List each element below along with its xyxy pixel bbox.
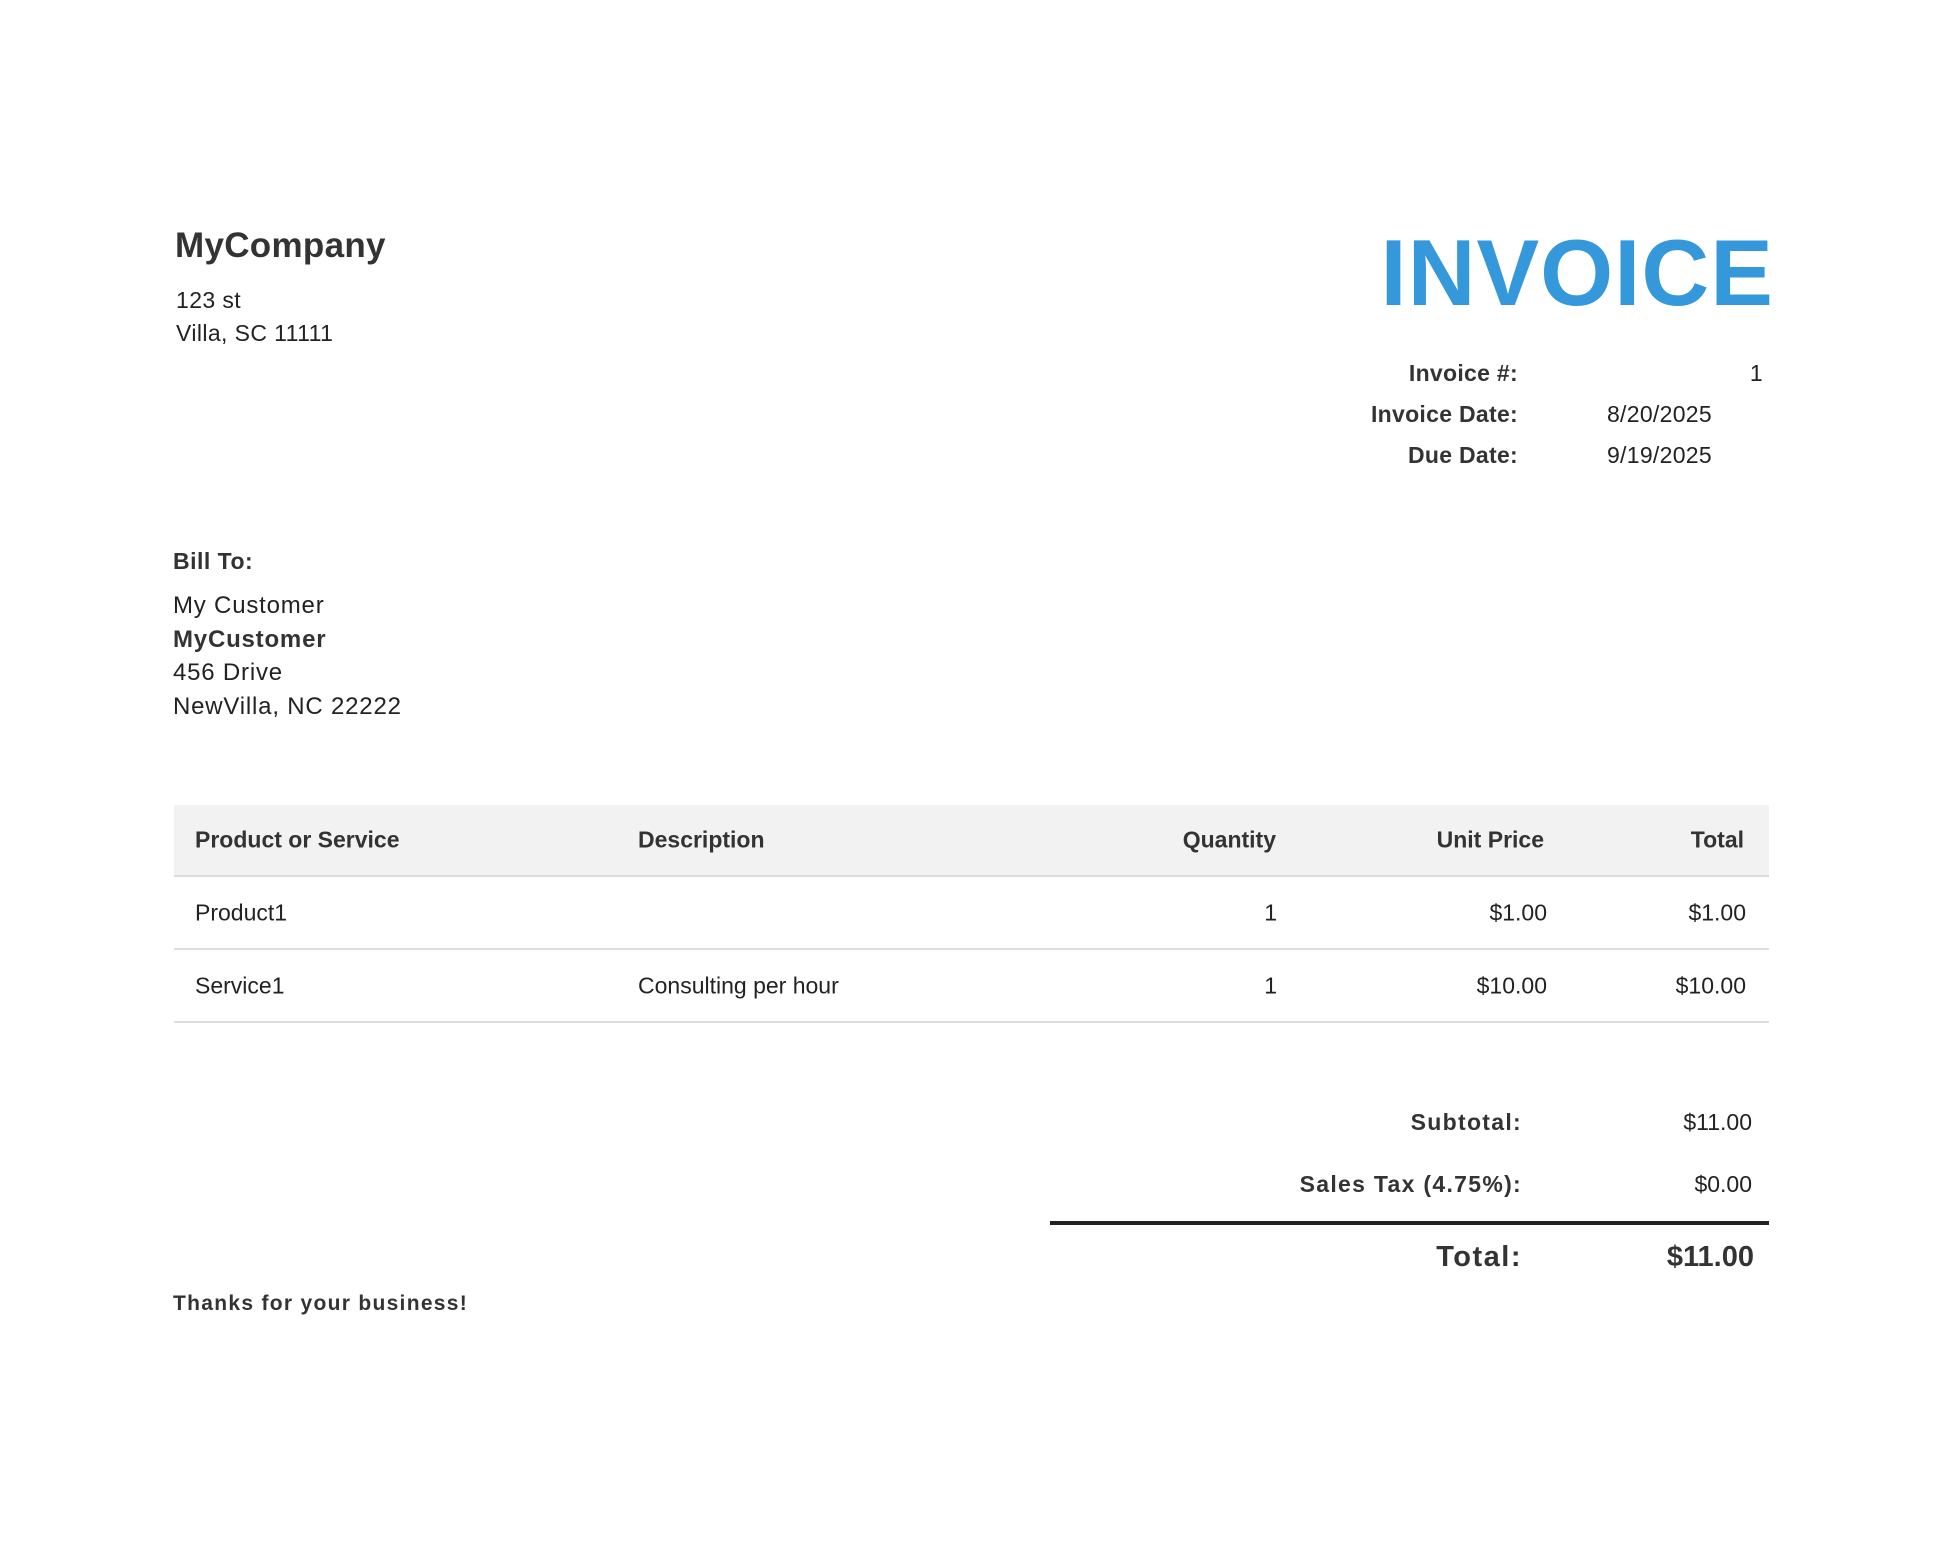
bill-to-label: Bill To: — [173, 548, 254, 574]
due-date-value: 9/19/2025 — [1606, 442, 1712, 468]
header-total: Total — [1690, 826, 1744, 853]
company-address-line2: Villa, SC 11111 — [176, 320, 334, 346]
header-description: Description — [638, 826, 765, 853]
grand-total-value: $11.00 — [1666, 1241, 1754, 1273]
due-date-label: Due Date: — [1407, 442, 1518, 468]
invoice-title: INVOICE — [1380, 220, 1774, 325]
company-address — [176, 284, 333, 350]
meta-row-invoice-number — [1150, 356, 1765, 397]
bill-to-address-line1: 456 Drive — [173, 659, 283, 686]
bill-to-address — [173, 589, 402, 723]
grand-total-label: Total: — [1436, 1241, 1522, 1273]
meta-row-invoice-date — [1150, 397, 1765, 438]
table-header — [174, 805, 1769, 877]
subtotal-row — [1050, 1097, 1769, 1159]
grand-total-row — [1050, 1225, 1769, 1295]
table-row — [174, 877, 1769, 950]
row-description: Consulting per hour — [638, 972, 839, 998]
row-quantity: 1 — [1264, 899, 1277, 925]
thanks-message: Thanks for your business! — [173, 1292, 469, 1315]
header-unit-price: Unit Price — [1436, 826, 1544, 853]
row-total: $10.00 — [1675, 972, 1746, 998]
row-unit-price: $10.00 — [1476, 972, 1547, 998]
meta-row-due-date — [1150, 438, 1765, 479]
row-total: $1.00 — [1688, 899, 1746, 925]
subtotal-value: $11.00 — [1683, 1109, 1752, 1135]
invoice-number-label: Invoice #: — [1408, 360, 1518, 386]
totals-section — [1050, 1097, 1769, 1295]
invoice-date-label: Invoice Date: — [1370, 401, 1518, 427]
header-product: Product or Service — [195, 826, 400, 853]
sales-tax-row — [1050, 1159, 1769, 1221]
subtotal-label: Subtotal: — [1410, 1109, 1522, 1135]
row-product: Service1 — [195, 972, 285, 998]
table-row — [174, 950, 1769, 1023]
bill-to-company: MyCustomer — [173, 625, 327, 653]
row-quantity: 1 — [1264, 972, 1277, 998]
bill-to-contact: My Customer — [173, 592, 325, 619]
invoice-date-value: 8/20/2025 — [1606, 401, 1712, 427]
line-items-table — [174, 805, 1769, 1023]
sales-tax-value: $0.00 — [1694, 1171, 1752, 1197]
company-address-line1: 123 st — [176, 287, 242, 313]
row-product: Product1 — [195, 899, 288, 925]
invoice-meta — [1150, 356, 1765, 479]
company-name: MyCompany — [175, 226, 386, 265]
row-unit-price: $1.00 — [1489, 899, 1547, 925]
invoice-number-value: 1 — [1749, 360, 1763, 386]
header-quantity: Quantity — [1182, 826, 1276, 853]
sales-tax-label: Sales Tax (4.75%): — [1299, 1171, 1522, 1197]
bill-to-address-line2: NewVilla, NC 22222 — [173, 692, 402, 720]
